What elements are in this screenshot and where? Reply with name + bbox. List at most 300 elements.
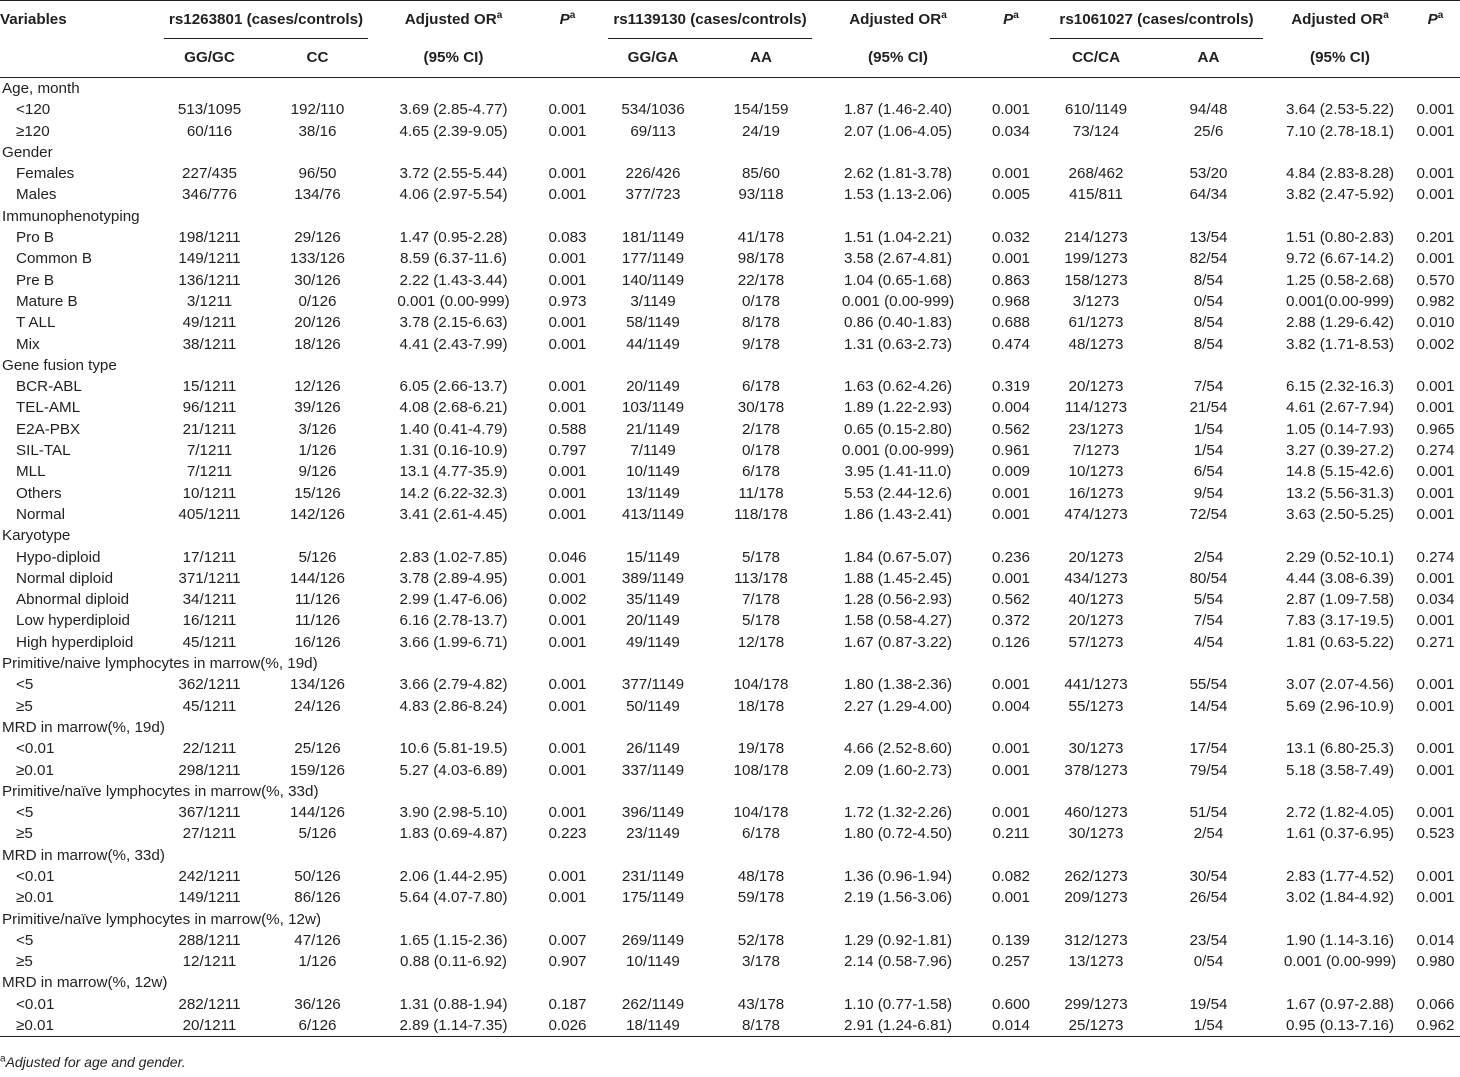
table-cell: 0.001 xyxy=(1416,740,1455,758)
table-cell: 0.236 xyxy=(991,548,1030,566)
table-row xyxy=(0,951,1460,972)
table-cell: 4.06 (2.97-5.54) xyxy=(399,186,508,204)
table-cell: 0.797 xyxy=(548,442,587,460)
table-cell: 50/126 xyxy=(294,867,341,885)
table-cell: 1.31 (0.63-2.73) xyxy=(843,335,953,353)
table-cell: 103/1149 xyxy=(621,399,685,417)
table-cell: 5.64 (4.07-7.80) xyxy=(399,889,508,907)
table-cell: 35/1149 xyxy=(626,591,680,609)
table-cell: 93/118 xyxy=(738,186,784,204)
table-cell: 0.001(0.00-999) xyxy=(1285,292,1395,310)
table-cell: 79/54 xyxy=(1189,761,1228,779)
table-cell: 1.89 (1.22-2.93) xyxy=(843,399,953,417)
table-cell: 0.372 xyxy=(991,612,1030,630)
snp1-or-header: Adjusted $OR^a$ xyxy=(404,9,503,28)
table-cell: 0.004 xyxy=(991,399,1030,417)
table-cell: 7/178 xyxy=(741,591,780,609)
table-cell: 12/1211 xyxy=(182,953,237,971)
table-cell: 0.65 (0.15-2.80) xyxy=(843,420,953,438)
table-cell: 367/1211 xyxy=(178,804,241,822)
table-cell: 2.09 (1.60-2.73) xyxy=(843,761,953,779)
table-cell: 0.88 (0.11-6.92) xyxy=(400,953,507,971)
table-row xyxy=(0,589,1460,610)
table-cell: 0/54 xyxy=(1193,292,1224,310)
table-cell: 4.84 (2.83-8.28) xyxy=(1285,165,1395,183)
table-cell: 17/54 xyxy=(1189,740,1228,758)
table-cell: 10/1149 xyxy=(626,463,680,481)
table-cell: 3.82 (2.47-5.92) xyxy=(1285,186,1395,204)
table-cell: 8/54 xyxy=(1193,335,1224,353)
ci-header: (95% CI) xyxy=(1310,49,1370,66)
table-cell: 534/1036 xyxy=(621,101,685,119)
table-cell: 0.588 xyxy=(548,420,587,438)
category-row xyxy=(0,78,1460,100)
table-cell: 2.14 (0.58-7.96) xyxy=(843,953,953,971)
table-row xyxy=(0,248,1460,269)
table-cell: 371/1211 xyxy=(178,569,241,587)
table-cell: 0.001 xyxy=(548,271,587,289)
table-cell: 18/178 xyxy=(737,697,785,715)
table-cell: 16/1273 xyxy=(1068,484,1124,502)
table-cell: 30/178 xyxy=(737,399,785,417)
row-label: Pro B xyxy=(16,229,54,247)
table-cell: 154/159 xyxy=(733,101,789,119)
row-label: ≥120 xyxy=(16,122,50,140)
table-cell: 513/1095 xyxy=(177,101,242,119)
table-cell: 3.66 (1.99-6.71) xyxy=(399,633,508,651)
table-cell: 0.600 xyxy=(991,995,1030,1013)
table-cell: 1.87 (1.46-2.40) xyxy=(843,101,953,119)
table-cell: 26/54 xyxy=(1189,889,1228,907)
table-cell: 6.15 (2.32-16.3) xyxy=(1285,378,1395,396)
table-cell: 3/126 xyxy=(298,420,337,438)
table-cell: 413/1149 xyxy=(621,505,685,523)
table-cell: 0.570 xyxy=(1416,271,1455,289)
table-row xyxy=(0,121,1460,142)
table-cell: 0.001 xyxy=(548,463,587,481)
table-cell: 346/776 xyxy=(182,186,237,204)
table-cell: 0.001 xyxy=(1416,505,1455,523)
table-cell: 0/54 xyxy=(1193,953,1224,971)
table-cell: 48/1273 xyxy=(1068,335,1124,353)
table-cell: 0.002 xyxy=(548,591,587,609)
table-cell: 2.83 (1.02-7.85) xyxy=(399,548,508,566)
table-cell: 3/1273 xyxy=(1072,292,1120,310)
table-cell: 15/126 xyxy=(294,484,341,502)
table-row xyxy=(0,866,1460,887)
table-cell: 0.001 xyxy=(548,612,587,630)
table-cell: 1/126 xyxy=(298,953,337,971)
category-row xyxy=(0,717,1460,738)
table-cell: 0.001 xyxy=(1416,101,1455,119)
table-cell: 23/1273 xyxy=(1068,420,1124,438)
table-cell: 175/1149 xyxy=(621,889,685,907)
row-label: Males xyxy=(16,186,57,204)
table-cell: 55/1273 xyxy=(1068,697,1124,715)
table-cell: 0.001 xyxy=(991,101,1030,119)
table-cell: 1.28 (0.56-2.93) xyxy=(843,591,953,609)
row-label: Others xyxy=(16,484,62,502)
table-cell: 25/126 xyxy=(294,740,341,758)
table-cell: 0.005 xyxy=(991,186,1030,204)
snp3-header: rs1061027 (cases/controls) xyxy=(1044,1,1269,40)
table-cell: 2/178 xyxy=(741,420,780,438)
table-cell: 36/126 xyxy=(294,995,341,1013)
table-cell: 0.001 xyxy=(548,378,587,396)
category-row xyxy=(0,355,1460,376)
row-label: <0.01 xyxy=(16,740,55,758)
table-cell: 11/126 xyxy=(294,612,341,630)
category-label: Primitive/naïve lymphocytes in marrow(%, 33d) xyxy=(2,782,319,800)
table-cell: 2.27 (1.29-4.00) xyxy=(843,697,953,715)
table-cell: 0.001 xyxy=(1416,186,1455,204)
table-cell: 0.001 xyxy=(548,165,587,183)
table-cell: 136/1211 xyxy=(178,271,241,289)
snp1-header: rs1263801 (cases/controls) xyxy=(158,1,374,40)
table-cell: 0.001 xyxy=(1416,867,1455,885)
table-cell: 0.001 xyxy=(548,569,587,587)
table-cell: 1.63 (0.62-4.26) xyxy=(843,378,953,396)
table-cell: 24/126 xyxy=(294,697,341,715)
table-cell: 0.187 xyxy=(548,995,587,1013)
table-cell: 1.65 (1.15-2.36) xyxy=(399,931,508,949)
table-cell: 2/54 xyxy=(1193,548,1224,566)
table-cell: 0.907 xyxy=(548,953,587,971)
table-cell: 2.99 (1.47-6.06) xyxy=(399,591,508,609)
table-cell: 49/1211 xyxy=(182,314,237,332)
table-cell: 5.69 (2.96-10.9) xyxy=(1285,697,1395,715)
row-label: ≥5 xyxy=(16,697,33,715)
table-cell: 0.002 xyxy=(1416,335,1455,353)
table-cell: 0.001 xyxy=(1416,378,1455,396)
table-cell: 11/126 xyxy=(294,591,341,609)
table-cell: 6.16 (2.78-13.7) xyxy=(399,612,508,630)
table-cell: 2.83 (1.77-4.52) xyxy=(1285,867,1395,885)
table-cell: 23/54 xyxy=(1189,931,1228,949)
table-cell: 262/1149 xyxy=(621,995,685,1013)
table-cell: 177/1149 xyxy=(621,250,685,268)
table-cell: 0.001 xyxy=(548,697,587,715)
table-cell: 377/1149 xyxy=(621,676,685,694)
table-cell: 6/178 xyxy=(741,463,780,481)
table-row xyxy=(0,440,1460,461)
table-cell: 5/178 xyxy=(741,548,780,566)
table-cell: 7/54 xyxy=(1193,378,1224,396)
table-cell: 6/126 xyxy=(298,1017,337,1035)
table-cell: 0.032 xyxy=(991,229,1030,247)
table-cell: 3.90 (2.98-5.10) xyxy=(399,804,508,822)
table-cell: 82/54 xyxy=(1189,250,1228,268)
table-cell: 20/1149 xyxy=(626,612,680,630)
row-label: TEL-AML xyxy=(16,399,81,417)
table-cell: 0.046 xyxy=(548,548,587,566)
table-cell: 1/126 xyxy=(298,442,337,460)
table-cell: 29/126 xyxy=(294,229,341,247)
table-cell: 0.001 xyxy=(1416,399,1455,417)
table-cell: 0.968 xyxy=(991,292,1030,310)
table-cell: 134/126 xyxy=(290,676,345,694)
table-cell: 0.066 xyxy=(1416,995,1455,1013)
category-row xyxy=(0,909,1460,930)
table-cell: 7.83 (3.17-19.5) xyxy=(1285,612,1395,630)
table-cell: 104/178 xyxy=(733,804,789,822)
table-cell: 3/178 xyxy=(741,953,780,971)
table-cell: 2.19 (1.56-3.06) xyxy=(843,889,953,907)
table-cell: 104/178 xyxy=(733,676,789,694)
table-cell: 1.80 (0.72-4.50) xyxy=(843,825,953,843)
table-cell: 1.31 (0.16-10.9) xyxy=(399,442,508,460)
table-cell: 16/126 xyxy=(294,633,341,651)
table-cell: 8.59 (6.37-11.6) xyxy=(400,250,507,268)
table-cell: 0.001 xyxy=(991,676,1030,694)
table-cell: 0.001 xyxy=(991,889,1030,907)
genotype-header: CC xyxy=(306,49,329,66)
table-cell: 0.688 xyxy=(991,314,1030,332)
table-cell: 1.29 (0.92-1.81) xyxy=(843,931,953,949)
table-row xyxy=(0,674,1460,695)
table-cell: 48/178 xyxy=(737,867,785,885)
table-cell: 378/1273 xyxy=(1064,761,1128,779)
table-cell: 158/1273 xyxy=(1064,271,1128,289)
table-cell: 2/54 xyxy=(1193,825,1224,843)
table-cell: 3.64 (2.53-5.22) xyxy=(1285,101,1395,119)
table-cell: 3.69 (2.85-4.77) xyxy=(399,101,508,119)
table-cell: 10.6 (5.81-19.5) xyxy=(399,740,508,758)
row-label: ≥5 xyxy=(16,825,33,843)
table-cell: 214/1273 xyxy=(1064,229,1128,247)
table-cell: 299/1273 xyxy=(1064,995,1128,1013)
category-row xyxy=(0,972,1460,993)
table-cell: 8/54 xyxy=(1193,314,1224,332)
table-cell: 4.08 (2.68-6.21) xyxy=(399,399,508,417)
table-cell: 0.001 xyxy=(548,633,587,651)
row-label: Mix xyxy=(16,335,40,353)
table-cell: 60/116 xyxy=(186,122,233,140)
table-cell: 0.523 xyxy=(1416,825,1455,843)
table-cell: 27/1211 xyxy=(182,825,237,843)
table-cell: 7.10 (2.78-18.1) xyxy=(1285,122,1395,140)
table-cell: 5.53 (2.44-12.6) xyxy=(843,484,953,502)
table-cell: 610/1149 xyxy=(1064,101,1128,119)
table-cell: 14.2 (6.22-32.3) xyxy=(399,484,508,502)
row-label: T ALL xyxy=(16,314,56,332)
table-cell: 9.72 (6.67-14.2) xyxy=(1285,250,1395,268)
table-row xyxy=(0,227,1460,248)
table-cell: 118/178 xyxy=(734,505,788,523)
table-cell: 1.80 (1.38-2.36) xyxy=(843,676,953,694)
table-cell: 0.010 xyxy=(1416,314,1455,332)
table-cell: 3/1211 xyxy=(186,292,233,310)
table-cell: 2.72 (1.82-4.05) xyxy=(1285,804,1395,822)
category-label: Immunophenotyping xyxy=(2,207,140,225)
table-cell: 362/1211 xyxy=(178,676,241,694)
category-label: MRD in marrow(%, 33d) xyxy=(2,846,165,864)
table-cell: 0.201 xyxy=(1416,229,1455,247)
table-cell: 13/1149 xyxy=(626,484,680,502)
table-cell: 149/1211 xyxy=(178,889,241,907)
genotype-header: AA xyxy=(1197,49,1220,66)
table-cell: 44/1149 xyxy=(626,335,680,353)
table-cell: 181/1149 xyxy=(621,229,685,247)
table-cell: 1.10 (0.77-1.58) xyxy=(843,995,953,1013)
table-cell: 7/1149 xyxy=(630,442,676,460)
table-cell: 25/6 xyxy=(1193,122,1224,140)
table-cell: 0.95 (0.13-7.16) xyxy=(1285,1017,1395,1035)
row-label: ≥0.01 xyxy=(16,761,54,779)
table-cell: 474/1273 xyxy=(1064,505,1128,523)
table-cell: 1.36 (0.96-1.94) xyxy=(843,867,953,885)
table-cell: 0.001 xyxy=(991,569,1030,587)
table-cell: 0.001 xyxy=(548,186,587,204)
table-cell: 21/1149 xyxy=(626,420,680,438)
snp2-p-header: $P^a$ xyxy=(1003,9,1019,28)
genotype-header: GG/GC xyxy=(184,49,235,66)
table-row xyxy=(0,760,1460,781)
table-cell: 441/1273 xyxy=(1064,676,1128,694)
table-cell: 298/1211 xyxy=(178,761,241,779)
table-cell: 23/1149 xyxy=(626,825,680,843)
category-label: MRD in marrow(%, 12w) xyxy=(2,974,168,992)
table-cell: 61/1273 xyxy=(1068,314,1124,332)
table-cell: 85/60 xyxy=(741,165,780,183)
table-cell: 0.001 xyxy=(1416,569,1455,587)
table-cell: 0.001 xyxy=(1416,484,1455,502)
table-cell: 1.72 (1.32-2.26) xyxy=(843,804,953,822)
table-cell: 0.009 xyxy=(991,463,1030,481)
table-cell: 6/178 xyxy=(741,825,780,843)
table-cell: 38/16 xyxy=(298,122,337,140)
table-cell: 10/1149 xyxy=(626,953,680,971)
table-cell: 0.001 xyxy=(548,889,587,907)
table-cell: 262/1273 xyxy=(1064,867,1128,885)
table-cell: 1.05 (0.14-7.93) xyxy=(1285,420,1395,438)
table-cell: 312/1273 xyxy=(1064,931,1128,949)
table-cell: 51/54 xyxy=(1189,804,1228,822)
table-row xyxy=(0,419,1460,440)
table-row xyxy=(0,823,1460,844)
table-cell: 4.66 (2.52-8.60) xyxy=(843,740,953,758)
table-cell: 4.65 (2.39-9.05) xyxy=(399,122,508,140)
table-cell: 21/54 xyxy=(1189,399,1228,417)
table-row xyxy=(0,184,1460,205)
table-row xyxy=(0,334,1460,355)
genotype-header: CC/CA xyxy=(1071,49,1121,66)
table-cell: 45/1211 xyxy=(182,697,237,715)
table-row xyxy=(0,312,1460,333)
table-cell: 30/54 xyxy=(1189,867,1228,885)
table-cell: 15/1149 xyxy=(626,548,680,566)
table-cell: 25/1273 xyxy=(1068,1017,1124,1035)
table-cell: 0.562 xyxy=(991,591,1030,609)
table-cell: 0.001 xyxy=(1416,761,1455,779)
row-label: Common B xyxy=(16,250,92,268)
table-row xyxy=(0,547,1460,568)
row-label: ≥5 xyxy=(16,953,33,971)
table-cell: 0.223 xyxy=(548,825,587,843)
table-cell: 4.41 (2.43-7.99) xyxy=(399,335,508,353)
row-label: Normal diploid xyxy=(16,569,114,587)
row-label: Low hyperdiploid xyxy=(16,612,130,630)
table-cell: 0.973 xyxy=(548,292,587,310)
snp2-or-header: Adjusted $OR^a$ xyxy=(849,9,947,28)
table-row xyxy=(0,887,1460,908)
table-cell: 7/1273 xyxy=(1072,442,1120,460)
table-cell: 43/178 xyxy=(737,995,785,1013)
table-cell: 1.47 (0.95-2.28) xyxy=(399,229,508,247)
table-cell: 5.18 (3.58-7.49) xyxy=(1285,761,1395,779)
table-cell: 6/178 xyxy=(741,378,780,396)
table-cell: 0.001 xyxy=(1416,463,1455,481)
table-cell: 3.07 (2.07-4.56) xyxy=(1285,676,1395,694)
table-cell: 133/126 xyxy=(290,250,345,268)
table-cell: 0.001 xyxy=(991,484,1030,502)
table-cell: 159/126 xyxy=(290,761,345,779)
table-cell: 108/178 xyxy=(733,761,789,779)
table-cell: 21/1211 xyxy=(182,420,237,438)
table-cell: 19/178 xyxy=(737,740,785,758)
table-cell: 58/1149 xyxy=(626,314,680,332)
table-cell: 0.271 xyxy=(1416,633,1455,651)
row-label: MLL xyxy=(16,463,46,481)
table-cell: 20/126 xyxy=(294,314,341,332)
ci-header: (95% CI) xyxy=(868,49,928,66)
table-cell: 2.89 (1.14-7.35) xyxy=(399,1017,508,1035)
table-cell: 0.962 xyxy=(1416,1017,1455,1035)
row-label: <120 xyxy=(16,101,51,119)
table-cell: 0.474 xyxy=(991,335,1030,353)
table-cell: 460/1273 xyxy=(1064,804,1128,822)
table-row xyxy=(0,397,1460,418)
table-cell: 0.126 xyxy=(991,633,1030,651)
table-cell: 226/426 xyxy=(625,165,681,183)
category-label: Age, month xyxy=(2,80,80,97)
table-cell: 10/1211 xyxy=(182,484,237,502)
table-row xyxy=(0,270,1460,291)
table-cell: 0.863 xyxy=(991,271,1030,289)
table-cell: 0.001 xyxy=(548,740,587,758)
table-cell: 0.001 xyxy=(991,804,1030,822)
table-cell: 0/178 xyxy=(741,442,780,460)
table-cell: 5.27 (4.03-6.89) xyxy=(399,761,508,779)
table-cell: 13.1 (4.77-35.9) xyxy=(399,463,508,481)
table-cell: 13/54 xyxy=(1189,229,1228,247)
table-cell: 337/1149 xyxy=(621,761,685,779)
category-row xyxy=(0,781,1460,802)
table-cell: 0.001 xyxy=(548,399,587,417)
snp2-header: rs1139130 (cases/controls) xyxy=(602,1,818,40)
snp3-p-header: $P^a$ xyxy=(1427,9,1444,28)
table-cell: 10/1273 xyxy=(1068,463,1124,481)
table-cell: 18/1149 xyxy=(626,1017,680,1035)
table-row xyxy=(0,376,1460,397)
table-cell: 26/1149 xyxy=(626,740,680,758)
table-cell: 22/178 xyxy=(737,271,785,289)
table-cell: 8/178 xyxy=(741,314,780,332)
table-cell: 13.2 (5.56-31.3) xyxy=(1285,484,1395,502)
table-cell: 1.67 (0.87-3.22) xyxy=(843,633,953,651)
table-cell: 0.001 xyxy=(548,761,587,779)
table-cell: 3.41 (2.61-4.45) xyxy=(399,505,508,523)
table-cell: 30/1273 xyxy=(1068,825,1124,843)
table-cell: 1.61 (0.37-6.95) xyxy=(1285,825,1395,843)
table-cell: 209/1273 xyxy=(1064,889,1128,907)
table-cell: 47/126 xyxy=(294,931,341,949)
table-cell: 396/1149 xyxy=(621,804,685,822)
row-label: Hypo-diploid xyxy=(16,548,101,566)
row-label: Normal xyxy=(16,505,65,523)
row-label: BCR-ABL xyxy=(16,378,82,396)
table-row xyxy=(0,632,1460,653)
